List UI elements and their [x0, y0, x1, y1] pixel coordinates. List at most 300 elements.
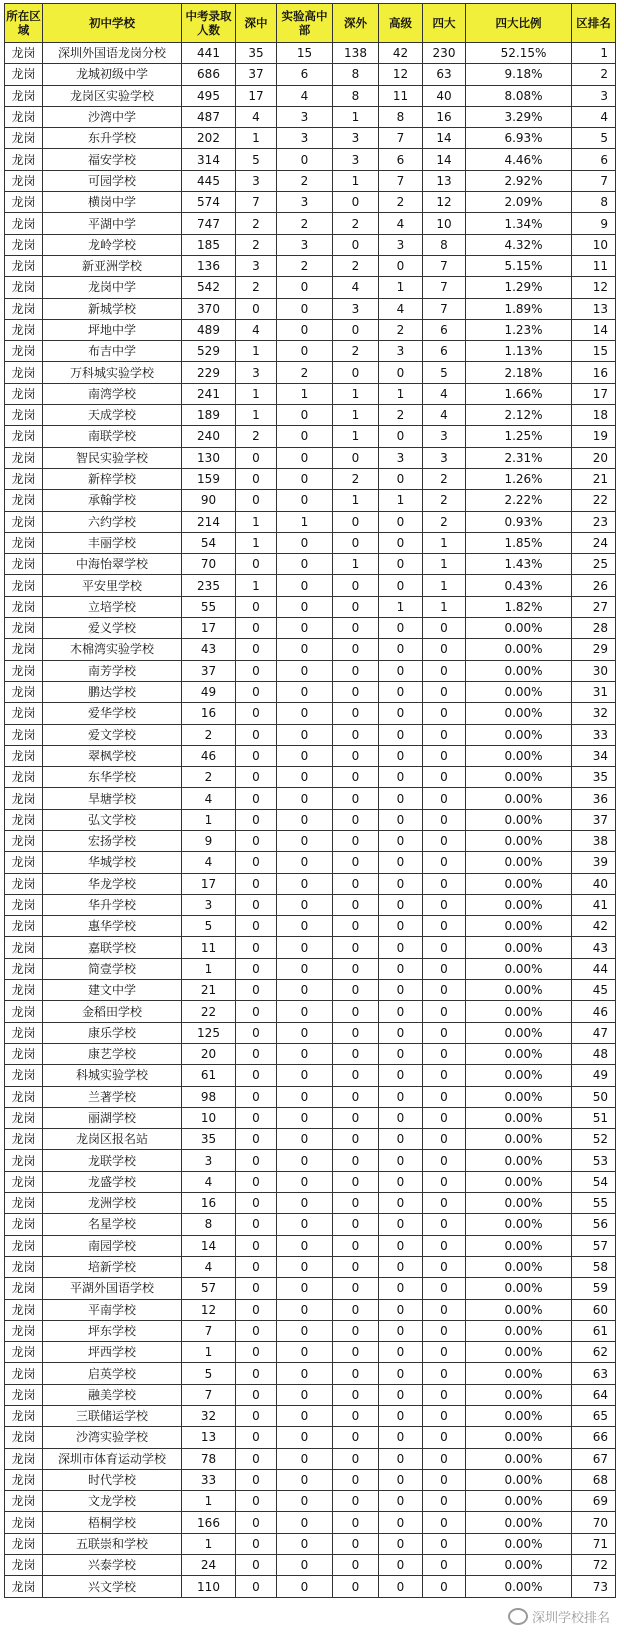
- cell-school: 华龙学校: [43, 873, 182, 894]
- table-row: [5, 1086, 616, 1107]
- cell-school: 爱义学校: [43, 618, 182, 639]
- cell-admitted: 441: [182, 43, 236, 64]
- cell-shenzhong: 0: [236, 745, 277, 766]
- cell-sida-ratio: 0.00%: [466, 681, 572, 702]
- cell-admitted: 37: [182, 660, 236, 681]
- cell-shiyan: 2: [277, 213, 333, 234]
- cell-sida-ratio: 0.00%: [466, 703, 572, 724]
- cell-sida-ratio: 0.00%: [466, 958, 572, 979]
- cell-sida: 0: [423, 767, 466, 788]
- cell-sida: 0: [423, 1065, 466, 1086]
- cell-admitted: 11: [182, 937, 236, 958]
- table-row: [5, 1469, 616, 1490]
- cell-school: 龙城初级中学: [43, 64, 182, 85]
- cell-shenwai: 0: [333, 1469, 379, 1490]
- cell-sida-ratio: 2.12%: [466, 405, 572, 426]
- cell-gaoji: 0: [379, 852, 423, 873]
- cell-school: 龙岗区实验学校: [43, 85, 182, 106]
- table-row: [5, 958, 616, 979]
- cell-shenwai: 0: [333, 1406, 379, 1427]
- cell-admitted: 5: [182, 916, 236, 937]
- cell-sida: 0: [423, 1448, 466, 1469]
- cell-shenzhong: 1: [236, 575, 277, 596]
- cell-admitted: 3: [182, 894, 236, 915]
- table-body: [5, 43, 616, 1598]
- cell-shenzhong: 0: [236, 809, 277, 830]
- cell-admitted: 241: [182, 383, 236, 404]
- wechat-icon: [508, 1608, 528, 1625]
- cell-shenzhong: 0: [236, 1448, 277, 1469]
- cell-school: 文龙学校: [43, 1491, 182, 1512]
- cell-shenwai: 2: [333, 341, 379, 362]
- cell-district: 龙岗: [5, 724, 43, 745]
- cell-shenwai: 0: [333, 511, 379, 532]
- cell-shiyan: 0: [277, 1065, 333, 1086]
- cell-school: 康艺学校: [43, 1043, 182, 1064]
- cell-shenzhong: 2: [236, 277, 277, 298]
- cell-shiyan: 0: [277, 830, 333, 851]
- cell-sida: 7: [423, 255, 466, 276]
- cell-shenzhong: 3: [236, 170, 277, 191]
- cell-rank: 34: [572, 745, 616, 766]
- table-row: [5, 1342, 616, 1363]
- cell-rank: 47: [572, 1022, 616, 1043]
- cell-sida-ratio: 0.00%: [466, 1533, 572, 1554]
- cell-sida: 4: [423, 405, 466, 426]
- cell-shiyan: 0: [277, 1448, 333, 1469]
- cell-shenwai: 0: [333, 362, 379, 383]
- cell-rank: 10: [572, 234, 616, 255]
- cell-sida: 1: [423, 596, 466, 617]
- table-row: [5, 1256, 616, 1277]
- cell-sida-ratio: 0.00%: [466, 1299, 572, 1320]
- table-row: [5, 170, 616, 191]
- cell-sida-ratio: 0.00%: [466, 1555, 572, 1576]
- cell-rank: 46: [572, 1001, 616, 1022]
- cell-sida-ratio: 2.31%: [466, 447, 572, 468]
- cell-shiyan: 0: [277, 341, 333, 362]
- cell-sida-ratio: 5.15%: [466, 255, 572, 276]
- cell-sida-ratio: 0.00%: [466, 1320, 572, 1341]
- cell-shiyan: 0: [277, 724, 333, 745]
- cell-sida: 2: [423, 511, 466, 532]
- cell-shiyan: 0: [277, 660, 333, 681]
- cell-rank: 16: [572, 362, 616, 383]
- cell-rank: 23: [572, 511, 616, 532]
- cell-shenzhong: 0: [236, 1576, 277, 1597]
- cell-district: 龙岗: [5, 1256, 43, 1277]
- cell-sida: 16: [423, 106, 466, 127]
- cell-admitted: 54: [182, 532, 236, 553]
- cell-school: 布吉中学: [43, 341, 182, 362]
- cell-gaoji: 0: [379, 1107, 423, 1128]
- cell-sida: 0: [423, 1235, 466, 1256]
- cell-shenwai: 0: [333, 1278, 379, 1299]
- cell-sida: 0: [423, 916, 466, 937]
- cell-school: 兰著学校: [43, 1086, 182, 1107]
- cell-gaoji: 0: [379, 426, 423, 447]
- cell-sida-ratio: 1.66%: [466, 383, 572, 404]
- cell-gaoji: 3: [379, 234, 423, 255]
- cell-admitted: 487: [182, 106, 236, 127]
- cell-district: 龙岗: [5, 1065, 43, 1086]
- cell-sida-ratio: 0.00%: [466, 1512, 572, 1533]
- cell-school: 万科城实验学校: [43, 362, 182, 383]
- cell-school: 时代学校: [43, 1469, 182, 1490]
- cell-shenwai: 1: [333, 106, 379, 127]
- table-row: [5, 937, 616, 958]
- cell-rank: 13: [572, 298, 616, 319]
- cell-sida-ratio: 2.22%: [466, 490, 572, 511]
- cell-admitted: 5: [182, 1363, 236, 1384]
- cell-sida-ratio: 0.00%: [466, 1278, 572, 1299]
- cell-district: 龙岗: [5, 319, 43, 340]
- cell-rank: 54: [572, 1171, 616, 1192]
- table-row: [5, 1235, 616, 1256]
- cell-gaoji: 0: [379, 937, 423, 958]
- cell-admitted: 445: [182, 170, 236, 191]
- cell-rank: 49: [572, 1065, 616, 1086]
- cell-gaoji: 0: [379, 639, 423, 660]
- cell-rank: 26: [572, 575, 616, 596]
- cell-shiyan: 0: [277, 618, 333, 639]
- cell-shenzhong: 5: [236, 149, 277, 170]
- cell-shenwai: 0: [333, 234, 379, 255]
- cell-shenzhong: 0: [236, 468, 277, 489]
- cell-rank: 59: [572, 1278, 616, 1299]
- cell-gaoji: 0: [379, 894, 423, 915]
- cell-admitted: 49: [182, 681, 236, 702]
- cell-sida-ratio: 0.00%: [466, 1086, 572, 1107]
- cell-sida-ratio: 2.09%: [466, 192, 572, 213]
- cell-shenwai: 138: [333, 43, 379, 64]
- cell-gaoji: 0: [379, 1469, 423, 1490]
- cell-shenwai: 0: [333, 1086, 379, 1107]
- cell-sida-ratio: 0.00%: [466, 1129, 572, 1150]
- cell-admitted: 24: [182, 1555, 236, 1576]
- cell-shenzhong: 0: [236, 639, 277, 660]
- cell-gaoji: 7: [379, 170, 423, 191]
- cell-sida: 0: [423, 1469, 466, 1490]
- cell-rank: 28: [572, 618, 616, 639]
- cell-shiyan: 0: [277, 1512, 333, 1533]
- cell-admitted: 686: [182, 64, 236, 85]
- cell-district: 龙岗: [5, 362, 43, 383]
- cell-district: 龙岗: [5, 788, 43, 809]
- cell-sida: 0: [423, 1193, 466, 1214]
- cell-shenwai: 0: [333, 958, 379, 979]
- cell-district: 龙岗: [5, 426, 43, 447]
- cell-sida: 63: [423, 64, 466, 85]
- cell-shenwai: 0: [333, 1533, 379, 1554]
- cell-district: 龙岗: [5, 873, 43, 894]
- table-row: [5, 319, 616, 340]
- cell-admitted: 78: [182, 1448, 236, 1469]
- cell-shiyan: 0: [277, 1320, 333, 1341]
- cell-gaoji: 2: [379, 192, 423, 213]
- table-row: [5, 1299, 616, 1320]
- table-row: [5, 703, 616, 724]
- cell-shenzhong: 3: [236, 362, 277, 383]
- cell-shenzhong: 0: [236, 830, 277, 851]
- header-admitted-count: 中考录取人数: [182, 4, 236, 43]
- cell-shiyan: 0: [277, 1107, 333, 1128]
- cell-sida-ratio: 1.29%: [466, 277, 572, 298]
- cell-shiyan: 0: [277, 788, 333, 809]
- cell-district: 龙岗: [5, 1086, 43, 1107]
- cell-gaoji: 0: [379, 1555, 423, 1576]
- cell-shenwai: 0: [333, 745, 379, 766]
- cell-school: 南园学校: [43, 1235, 182, 1256]
- cell-gaoji: 0: [379, 980, 423, 1001]
- cell-district: 龙岗: [5, 575, 43, 596]
- cell-sida: 1: [423, 554, 466, 575]
- cell-sida-ratio: 0.00%: [466, 660, 572, 681]
- cell-district: 龙岗: [5, 213, 43, 234]
- cell-shiyan: 1: [277, 511, 333, 532]
- cell-school: 翠枫学校: [43, 745, 182, 766]
- cell-admitted: 7: [182, 1320, 236, 1341]
- cell-admitted: 14: [182, 1235, 236, 1256]
- cell-school: 平南学校: [43, 1299, 182, 1320]
- cell-school: 梧桐学校: [43, 1512, 182, 1533]
- cell-district: 龙岗: [5, 1278, 43, 1299]
- cell-shenwai: 1: [333, 383, 379, 404]
- cell-rank: 52: [572, 1129, 616, 1150]
- cell-gaoji: 0: [379, 618, 423, 639]
- cell-sida-ratio: 1.26%: [466, 468, 572, 489]
- cell-district: 龙岗: [5, 1469, 43, 1490]
- header-sida-ratio: 四大比例: [466, 4, 572, 43]
- cell-shiyan: 0: [277, 809, 333, 830]
- cell-school: 金稻田学校: [43, 1001, 182, 1022]
- cell-sida: 0: [423, 1512, 466, 1533]
- cell-sida-ratio: 4.32%: [466, 234, 572, 255]
- cell-rank: 31: [572, 681, 616, 702]
- table-row: [5, 64, 616, 85]
- table-row: [5, 809, 616, 830]
- table-row: [5, 277, 616, 298]
- cell-school: 融美学校: [43, 1384, 182, 1405]
- cell-sida-ratio: 1.34%: [466, 213, 572, 234]
- cell-district: 龙岗: [5, 1320, 43, 1341]
- cell-sida-ratio: 1.25%: [466, 426, 572, 447]
- table-row: [5, 1171, 616, 1192]
- cell-shenzhong: 0: [236, 1491, 277, 1512]
- cell-shenzhong: 0: [236, 1320, 277, 1341]
- cell-gaoji: 3: [379, 341, 423, 362]
- table-row: [5, 618, 616, 639]
- cell-admitted: 189: [182, 405, 236, 426]
- cell-shiyan: 0: [277, 1555, 333, 1576]
- cell-shiyan: 3: [277, 106, 333, 127]
- cell-shiyan: 0: [277, 1043, 333, 1064]
- cell-sida-ratio: 0.00%: [466, 1576, 572, 1597]
- cell-admitted: 20: [182, 1043, 236, 1064]
- header-sida: 四大: [423, 4, 466, 43]
- cell-rank: 69: [572, 1491, 616, 1512]
- cell-school: 科城实验学校: [43, 1065, 182, 1086]
- cell-rank: 40: [572, 873, 616, 894]
- cell-sida: 0: [423, 1555, 466, 1576]
- cell-shenwai: 0: [333, 1129, 379, 1150]
- cell-admitted: 229: [182, 362, 236, 383]
- cell-sida: 0: [423, 1256, 466, 1277]
- cell-sida: 7: [423, 277, 466, 298]
- cell-district: 龙岗: [5, 554, 43, 575]
- cell-rank: 11: [572, 255, 616, 276]
- cell-district: 龙岗: [5, 1555, 43, 1576]
- cell-sida-ratio: 0.00%: [466, 1065, 572, 1086]
- table-row: [5, 980, 616, 1001]
- cell-district: 龙岗: [5, 618, 43, 639]
- cell-school: 立培学校: [43, 596, 182, 617]
- cell-shiyan: 0: [277, 575, 333, 596]
- cell-shenzhong: 0: [236, 873, 277, 894]
- cell-sida-ratio: 0.00%: [466, 1043, 572, 1064]
- cell-sida: 0: [423, 681, 466, 702]
- cell-rank: 67: [572, 1448, 616, 1469]
- cell-gaoji: 12: [379, 64, 423, 85]
- table-row: [5, 468, 616, 489]
- cell-rank: 51: [572, 1107, 616, 1128]
- cell-district: 龙岗: [5, 1533, 43, 1554]
- cell-district: 龙岗: [5, 1022, 43, 1043]
- table-row: [5, 894, 616, 915]
- cell-admitted: 370: [182, 298, 236, 319]
- cell-gaoji: 0: [379, 1299, 423, 1320]
- cell-sida-ratio: 1.85%: [466, 532, 572, 553]
- table-row: [5, 1555, 616, 1576]
- cell-admitted: 1: [182, 1342, 236, 1363]
- table-row: [5, 1384, 616, 1405]
- cell-shiyan: 0: [277, 1384, 333, 1405]
- cell-district: 龙岗: [5, 639, 43, 660]
- cell-shiyan: 4: [277, 85, 333, 106]
- cell-sida-ratio: 0.00%: [466, 937, 572, 958]
- cell-sida: 0: [423, 894, 466, 915]
- cell-gaoji: 0: [379, 532, 423, 553]
- cell-shenwai: 0: [333, 1256, 379, 1277]
- cell-shenwai: 0: [333, 1193, 379, 1214]
- cell-shenwai: 0: [333, 1043, 379, 1064]
- cell-shenwai: 0: [333, 532, 379, 553]
- cell-shenwai: 0: [333, 1065, 379, 1086]
- cell-shenzhong: 0: [236, 618, 277, 639]
- cell-sida-ratio: 0.00%: [466, 1235, 572, 1256]
- cell-school: 六约学校: [43, 511, 182, 532]
- cell-sida: 0: [423, 788, 466, 809]
- cell-shiyan: 0: [277, 1129, 333, 1150]
- cell-admitted: 2: [182, 724, 236, 745]
- table-row: [5, 490, 616, 511]
- cell-district: 龙岗: [5, 937, 43, 958]
- table-row: [5, 1278, 616, 1299]
- cell-admitted: 125: [182, 1022, 236, 1043]
- cell-shiyan: 0: [277, 873, 333, 894]
- cell-shenzhong: 0: [236, 1214, 277, 1235]
- cell-admitted: 1: [182, 958, 236, 979]
- cell-sida-ratio: 0.00%: [466, 1107, 572, 1128]
- cell-shenzhong: 3: [236, 255, 277, 276]
- cell-district: 龙岗: [5, 1129, 43, 1150]
- cell-district: 龙岗: [5, 490, 43, 511]
- cell-sida-ratio: 0.00%: [466, 1384, 572, 1405]
- table-row: [5, 341, 616, 362]
- cell-sida: 0: [423, 1107, 466, 1128]
- cell-shenwai: 0: [333, 788, 379, 809]
- cell-shenzhong: 0: [236, 1427, 277, 1448]
- table-row: [5, 362, 616, 383]
- cell-shenzhong: 35: [236, 43, 277, 64]
- cell-district: 龙岗: [5, 1299, 43, 1320]
- cell-shiyan: 0: [277, 1171, 333, 1192]
- cell-rank: 8: [572, 192, 616, 213]
- cell-school: 新梓学校: [43, 468, 182, 489]
- cell-sida-ratio: 6.93%: [466, 128, 572, 149]
- cell-school: 东华学校: [43, 767, 182, 788]
- table-row: [5, 1043, 616, 1064]
- cell-admitted: 214: [182, 511, 236, 532]
- cell-shiyan: 0: [277, 1342, 333, 1363]
- table-row: [5, 1065, 616, 1086]
- table-row: [5, 852, 616, 873]
- cell-sida: 14: [423, 128, 466, 149]
- cell-gaoji: 0: [379, 1171, 423, 1192]
- cell-school: 兴泰学校: [43, 1555, 182, 1576]
- cell-shiyan: 0: [277, 468, 333, 489]
- cell-shenwai: 0: [333, 1235, 379, 1256]
- cell-school: 木棉湾实验学校: [43, 639, 182, 660]
- cell-sida-ratio: 0.00%: [466, 852, 572, 873]
- cell-district: 龙岗: [5, 1448, 43, 1469]
- cell-admitted: 574: [182, 192, 236, 213]
- cell-rank: 15: [572, 341, 616, 362]
- cell-rank: 25: [572, 554, 616, 575]
- cell-admitted: 1: [182, 809, 236, 830]
- cell-admitted: 22: [182, 1001, 236, 1022]
- cell-rank: 20: [572, 447, 616, 468]
- cell-shenwai: 0: [333, 1171, 379, 1192]
- table-row: [5, 554, 616, 575]
- cell-district: 龙岗: [5, 1384, 43, 1405]
- cell-school: 龙岗中学: [43, 277, 182, 298]
- cell-admitted: 3: [182, 1150, 236, 1171]
- table-row: [5, 575, 616, 596]
- cell-rank: 37: [572, 809, 616, 830]
- cell-shiyan: 0: [277, 596, 333, 617]
- cell-admitted: 1: [182, 1533, 236, 1554]
- cell-sida: 0: [423, 873, 466, 894]
- cell-school: 龙岭学校: [43, 234, 182, 255]
- cell-gaoji: 0: [379, 1576, 423, 1597]
- cell-shiyan: 0: [277, 1469, 333, 1490]
- cell-shenzhong: 0: [236, 958, 277, 979]
- cell-school: 天成学校: [43, 405, 182, 426]
- cell-sida: 0: [423, 809, 466, 830]
- cell-shenwai: 0: [333, 660, 379, 681]
- cell-admitted: 33: [182, 1469, 236, 1490]
- cell-shenzhong: 1: [236, 405, 277, 426]
- cell-rank: 38: [572, 830, 616, 851]
- cell-shenzhong: 0: [236, 916, 277, 937]
- cell-admitted: 21: [182, 980, 236, 1001]
- cell-district: 龙岗: [5, 192, 43, 213]
- cell-rank: 48: [572, 1043, 616, 1064]
- cell-sida-ratio: 0.00%: [466, 1022, 572, 1043]
- cell-sida: 2: [423, 468, 466, 489]
- cell-shenzhong: 0: [236, 1107, 277, 1128]
